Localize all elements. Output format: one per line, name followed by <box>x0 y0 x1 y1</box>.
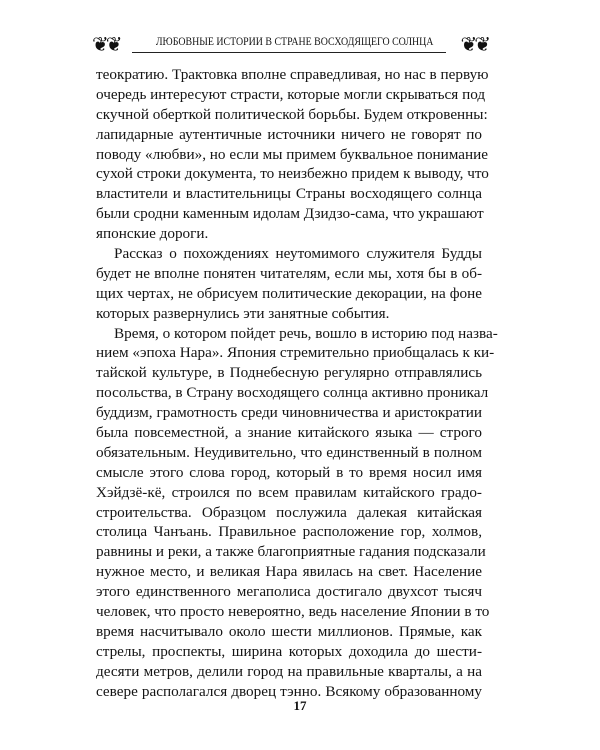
text-line: очередь интересуют страсти, которые могли скрываться под <box>96 85 486 103</box>
text-line: японские дороги. <box>96 225 209 243</box>
text-line: теократию. Трактовка вполне справедливая, но нас в первую <box>96 66 489 83</box>
text-line: стрелы, проспекты, ширина которых доходила до шести- <box>96 642 482 660</box>
text-line: лапидарные аутентичные источники ничего не говорят по <box>96 125 482 143</box>
text-line: обязательным. Неудивительно, что единственный в полном <box>96 443 482 461</box>
text-line: Хэйдзё-кё, строился по всем правилам китайского градо- <box>96 483 482 501</box>
text-line: этого единственного мегаполиса достигало двухсот тысяч <box>96 583 482 601</box>
text-line: севере располагался дворец тэнно. Всякому образованному <box>96 682 482 700</box>
paragraph <box>96 65 489 244</box>
text-line: строительства. Образцом послужила далекая китайская <box>96 503 482 521</box>
running-header-title: ЛЮБОВНЫЕ ИСТОРИИ В СТРАНЕ ВОСХОДЯЩЕГО СОЛНЦА <box>155 36 434 48</box>
header-rule <box>132 52 446 53</box>
text-line: человек, что просто невероятно, ведь население Японии в то <box>96 603 490 621</box>
text-line: тайской культуре, в Поднебесную регулярно отправлялись <box>96 364 482 382</box>
text-line: равнины и реки, а также благоприятные гадания подсказали <box>96 543 486 561</box>
text-line: щих чертах, не обрисуем политические декорации, на фоне <box>96 284 482 302</box>
text-line: была повсеместной, а знание китайского языка — строго <box>96 424 482 442</box>
text-line: нужное место, и великая Нара явилась на свет. Население <box>96 563 482 581</box>
page-number: 17 <box>293 698 307 713</box>
text-line: Время, о котором пойдет речь, вошло в историю под назва- <box>114 324 498 342</box>
text-line: Рассказ о похождениях неутомимого служителя Будды <box>114 245 482 263</box>
text-line: будет не вполне понятен читателям, если мы, хотя бы в об- <box>96 264 482 282</box>
text-line: столица Чанъань. Правильное расположение гор, холмов, <box>96 523 482 541</box>
text-line: которых развернулись эти занятные события. <box>96 304 390 322</box>
text-line: сухой строки документа, то неизбежно придем к выводу, что <box>96 165 489 183</box>
text-line: буддизм, грамотность среди чиновничества и аристократии <box>96 404 482 422</box>
paragraph <box>96 324 498 702</box>
running-header <box>90 32 490 60</box>
text-line: время насчитывало около шести миллионов. Прямые, как <box>96 622 482 640</box>
page-body-text <box>96 65 498 702</box>
text-line: скучной оберткой политической борьбы. Будем откровенны: <box>96 105 488 123</box>
text-line: десяти метров, делили город на правильные кварталы, а на <box>96 662 482 680</box>
paragraph <box>96 244 482 324</box>
text-line: поводу «любви», но если мы примем буквальное понимание <box>96 145 489 163</box>
text-line: нием «эпоха Нара». Япония стремительно приобщалась к ки- <box>96 344 495 362</box>
text-line: властители и властительницы Страны восходящего солнца <box>96 185 482 203</box>
text-line: смысле этого слова город, который в то время носил имя <box>96 463 482 481</box>
ornament-right-icon: ❦❦ <box>460 34 488 56</box>
text-line: были сродни каменным идолам Дзидзо-сама, что украшают <box>96 205 484 223</box>
ornament-left-icon: ❦❦ <box>92 34 120 56</box>
text-line: посольства, в Страну восходящего солнца активно проникал <box>96 384 489 402</box>
